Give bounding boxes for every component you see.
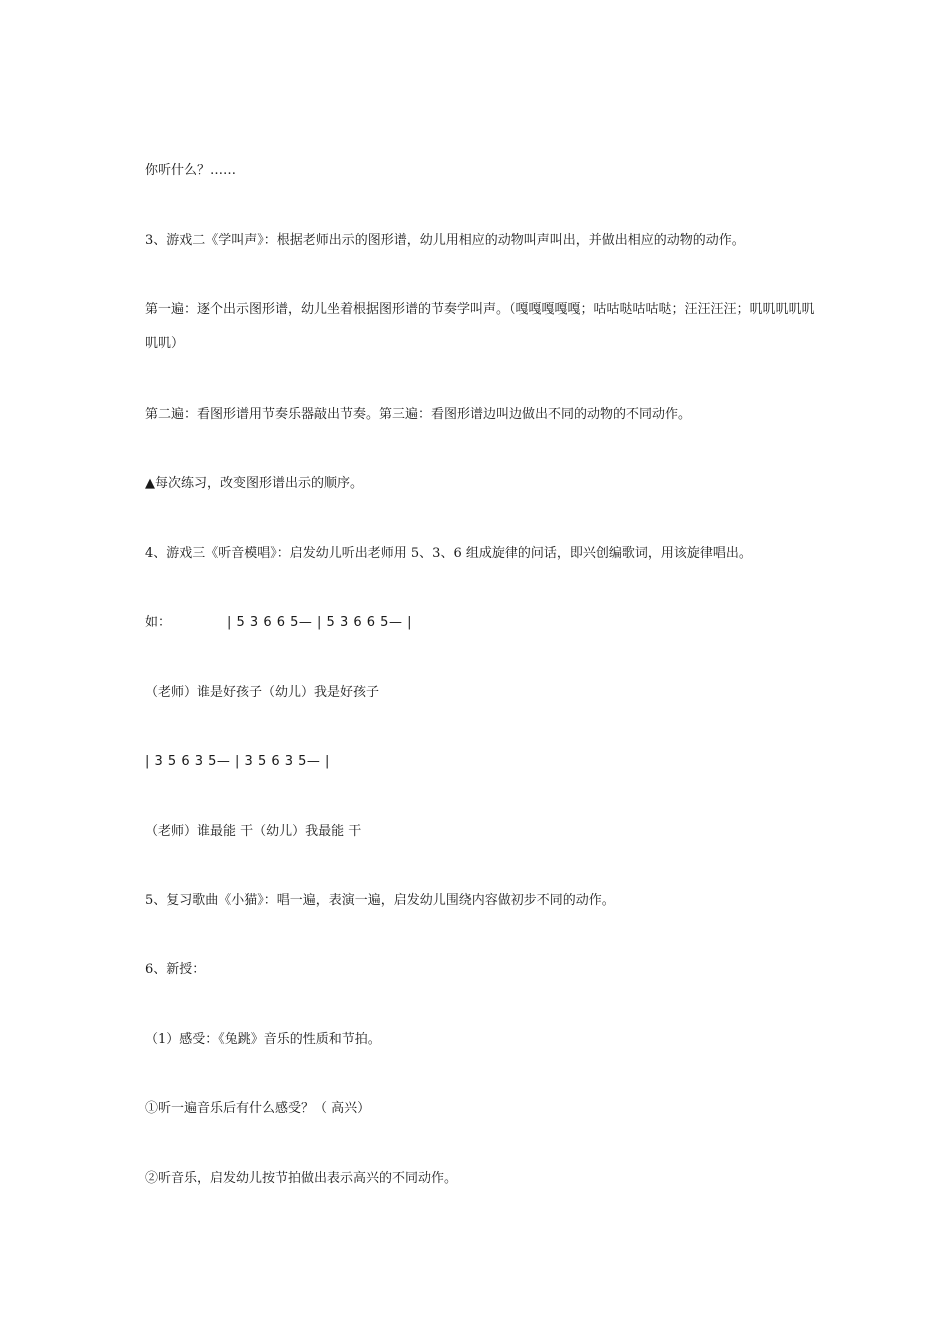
- paragraph-listen-move: ②听音乐，启发幼儿按节拍做出表示高兴的不同动作。: [145, 1171, 458, 1186]
- paragraph-listen-once: ①听一遍音乐后有什么感受？（ 高兴）: [145, 1101, 371, 1116]
- paragraph-game-three: 4、游戏三《听音模唱》：启发幼儿听出老师用 5、3、6 组成旋律的问话，即兴创编歌词，用该旋律唱出。: [145, 546, 752, 561]
- paragraph-note-order: ▲每次练习，改变图形谱出示的顺序。: [145, 476, 363, 491]
- paragraph-review-song: 5、复习歌曲《小猫》：唱一遍，表演一遍，启发幼儿围绕内容做初步不同的动作。: [145, 893, 615, 908]
- paragraph-feel-music: （1）感受：《兔跳》音乐的性质和节拍。: [145, 1032, 381, 1047]
- example-label: 如：: [145, 615, 172, 630]
- paragraph-lyrics-2: （老师）谁最能 干（幼儿）我最能 干: [145, 824, 362, 839]
- paragraph-game-two: 3、游戏二《学叫声》：根据老师出示的图形谱，幼儿用相应的动物叫声叫出，并做出相应的动物的动作。: [145, 233, 745, 248]
- paragraph-example-melody-1: [145, 606, 815, 640]
- paragraph-new-lesson: 6、新授：: [145, 962, 206, 977]
- paragraph-intro-question: 你听什么？……: [145, 163, 237, 178]
- notation-line-1: | 5 3 6 6 5— | 5 3 6 6 5— |: [227, 615, 412, 630]
- paragraph-lyrics-1: （老师）谁是好孩子（幼儿）我是好孩子: [145, 685, 380, 700]
- paragraph-first-round: 第一遍：逐个出示图形谱，幼儿坐着根据图形谱的节奏学叫声。（嘎嘎嘎嘎嘎；咕咕哒咕咕哒；汪汪汪汪；叽叽叽叽叽叽叽）: [145, 302, 815, 351]
- notation-line-2: | 3 5 6 3 5— | 3 5 6 3 5— |: [145, 754, 330, 769]
- paragraph-second-third-round: 第二遍：看图形谱用节奏乐器敲出节奏。第三遍：看图形谱边叫边做出不同的动物的不同动作。: [145, 407, 692, 422]
